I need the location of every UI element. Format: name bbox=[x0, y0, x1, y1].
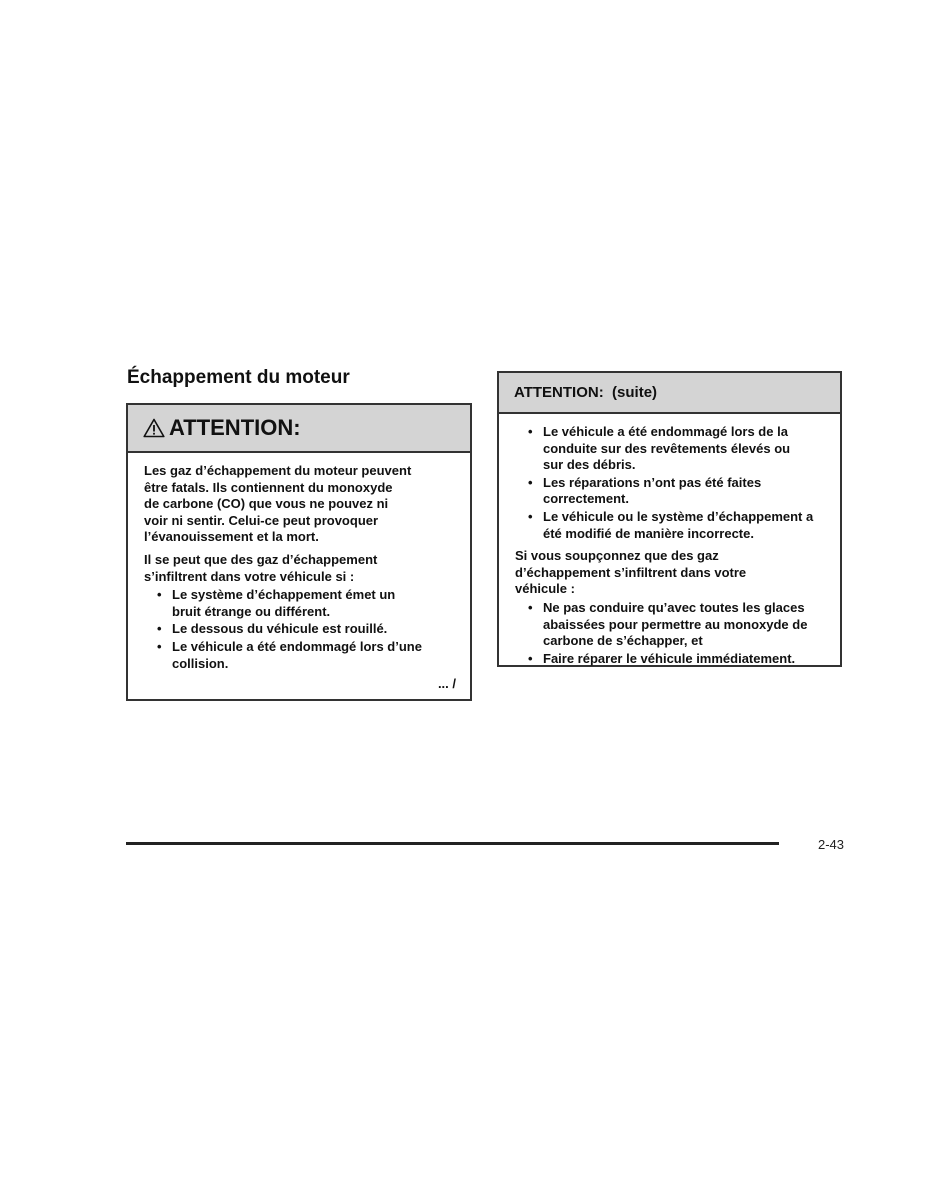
condition-paragraph bbox=[144, 552, 454, 585]
intro-line: être fatals. Ils contiennent du monoxyde bbox=[144, 479, 393, 495]
continued-marker: ... / bbox=[437, 676, 456, 692]
attention-continued-box bbox=[497, 371, 842, 667]
attention-continued-body bbox=[499, 414, 840, 667]
cause-list bbox=[515, 424, 824, 542]
condition-list bbox=[144, 587, 454, 672]
attention-continued-header bbox=[499, 373, 840, 414]
list-item: • Le système d’échappement émet un bruit étrange ou différent. bbox=[144, 587, 427, 620]
list-item: • Le véhicule ou le système d’échappement a été modifié de manière incorrecte. bbox=[515, 509, 833, 542]
attention-header bbox=[128, 405, 470, 453]
list-item: • Le véhicule a été endommagé lors de la conduite sur des revêtements élevés ou sur des débris. bbox=[515, 424, 805, 474]
section-title: Échappement du moteur bbox=[127, 367, 350, 388]
attention-body bbox=[128, 453, 470, 693]
list-item: • Le dessous du véhicule est rouillé. bbox=[144, 621, 454, 638]
page-number: 2-43 bbox=[817, 837, 844, 852]
condition-line: Il se peut que des gaz d’échappement bbox=[144, 551, 378, 567]
list-item: • Le véhicule a été endommagé lors d’une collision. bbox=[144, 639, 427, 672]
list-item: • Faire réparer le véhicule immédiatement. bbox=[515, 651, 824, 668]
intro-line: de carbone (CO) que vous ne pouvez ni bbox=[144, 496, 389, 512]
suspect-line: d’échappement s’infiltrent dans votre bbox=[515, 564, 747, 580]
attention-box bbox=[126, 403, 472, 701]
suspect-paragraph bbox=[515, 548, 824, 598]
list-item: • Les réparations n’ont pas été faites correctement. bbox=[515, 475, 783, 508]
action-list bbox=[515, 600, 824, 667]
attention-title: ATTENTION: bbox=[169, 415, 301, 440]
intro-paragraph bbox=[144, 463, 454, 546]
suspect-line: véhicule : bbox=[515, 581, 575, 597]
suspect-line: Si vous soupçonnez que des gaz bbox=[515, 548, 719, 564]
warning-triangle-icon bbox=[143, 418, 165, 438]
attention-continued-title: ATTENTION: (suite) bbox=[514, 383, 658, 401]
footer-rule bbox=[126, 842, 779, 845]
intro-line: l’évanouissement et la mort. bbox=[144, 529, 319, 545]
intro-line: voir ni sentir. Celui-ce peut provoquer bbox=[144, 512, 379, 528]
condition-line: s’infiltrent dans votre véhicule si : bbox=[144, 568, 355, 584]
intro-line: Les gaz d’échappement du moteur peuvent bbox=[144, 463, 412, 478]
list-item: • Ne pas conduire qu’avec toutes les glaces abaissées pour permettre au monoxyde de carbone de s’échapper, et bbox=[515, 600, 825, 650]
